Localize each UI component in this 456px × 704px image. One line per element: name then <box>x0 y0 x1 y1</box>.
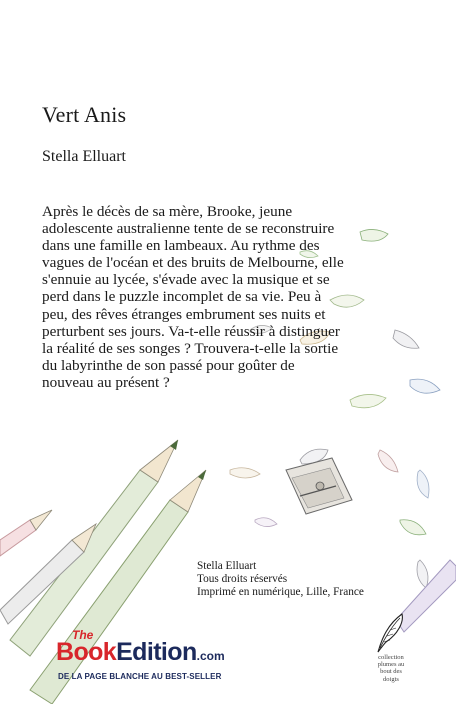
logo-wordmark <box>56 638 225 667</box>
pencil-sharpener-drawing <box>286 458 352 514</box>
book-blurb: Après le décès de sa mère, Brooke, jeune adolescente australienne tente de se reconstruire dans une famille en lambeaux. Au rythme des vagues de l'océan et des bruits de Melbourne, elle s'ennuie au lycée, s'évade avec la musique et se perd dans le puzzle incomplet de sa vie. Peu à peu, des rêves étranges embrument ses nuits et perturbent ses jours. Va-t-elle réussir à distinguer la réalité de ses songes ? Trouvera-t-elle la sortie du labyrinthe de son passé pour goûter de nouveau au présent ? <box>42 203 344 391</box>
imprint-author: Stella Elluart <box>197 560 257 572</box>
book-title: Vert Anis <box>42 102 127 127</box>
book-author: Stella Elluart <box>42 148 126 165</box>
imprint-block <box>197 560 364 600</box>
collection-badge <box>366 612 416 692</box>
logo-edition: Edition <box>116 638 197 666</box>
logo-the: The <box>72 628 94 642</box>
publisher-tagline: DE LA PAGE BLANCHE AU BEST-SELLER <box>58 672 222 681</box>
logo-com: .com <box>196 649 225 663</box>
imprint-printed: Imprimé en numérique, Lille, France <box>197 586 364 599</box>
bookedition-logo <box>56 628 246 688</box>
quill-icon <box>372 612 410 654</box>
collection-label: collection plumes au bout des doigts <box>377 654 405 683</box>
imprint-rights: Tous droits réservés <box>197 573 288 586</box>
logo-book: Book <box>56 638 117 666</box>
